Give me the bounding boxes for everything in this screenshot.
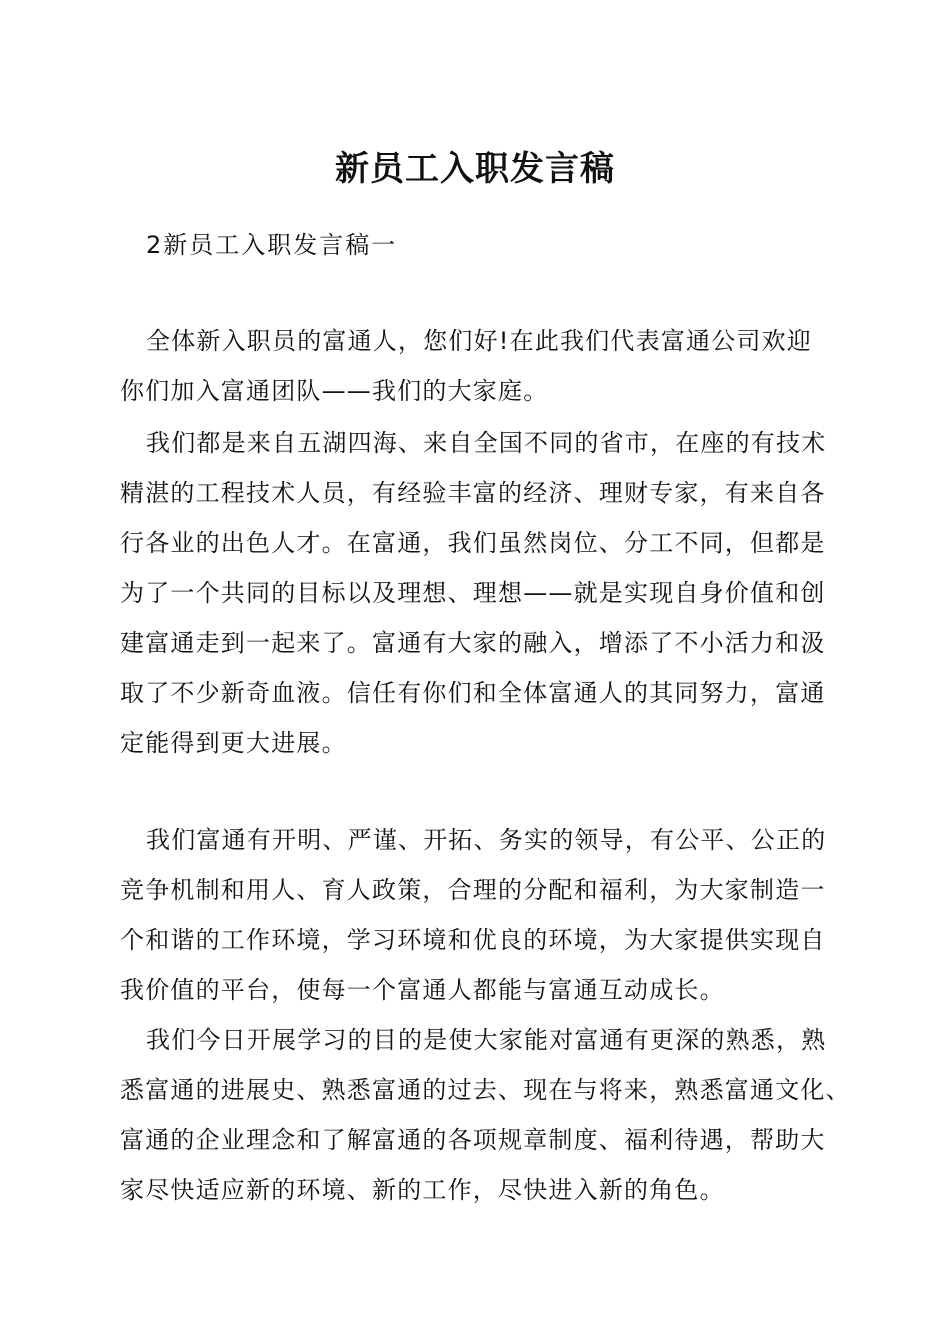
paragraph-line: 精湛的工程技术人员，有经验丰富的经济、理财专家，有来自各 (120, 479, 826, 507)
paragraph-line: 家尽快适应新的环境、新的工作，尽快进入新的角色。 (120, 1176, 725, 1204)
paragraph-line: 我价值的平台，使每一个富通人都能与富通互动成长。 (120, 976, 725, 1004)
paragraph-line: 个和谐的工作环境，学习环境和优良的环境，为大家提供实现自 (120, 926, 826, 954)
paragraph-line: 竞争机制和用人、育人政策，合理的分配和福利，为大家制造一 (120, 876, 826, 904)
paragraph-team (120, 418, 850, 768)
document-title: 新员工入职发言稿 (335, 149, 615, 189)
paragraph-line: 全体新入职员的富通人，您们好!在此我们代表富通公司欢迎 (146, 327, 813, 355)
document-subtitle: 2新员工入职发言稿一 (146, 231, 398, 259)
paragraph-line: 我们都是来自五湖四海、来自全国不同的省市，在座的有技术 (146, 429, 827, 457)
paragraph-line: 取了不少新奇血液。信任有你们和全体富通人的其同努力，富通 (120, 679, 826, 707)
paragraph-line: 定能得到更大进展。 (120, 729, 347, 757)
paragraph-training (120, 1015, 850, 1215)
paragraph-line: 我们今日开展学习的目的是使大家能对富通有更深的熟悉，熟 (146, 1026, 827, 1054)
paragraph-line: 建富通走到一起来了。富通有大家的融入，增添了不小活力和汲 (120, 629, 826, 657)
paragraph-line: 我们富通有开明、严谨、开拓、务实的领导，有公平、公正的 (146, 826, 827, 854)
paragraph-line: 你们加入富通团队——我们的大家庭。 (120, 377, 549, 405)
paragraph-welcome (120, 316, 850, 416)
paragraph-line: 行各业的出色人才。在富通，我们虽然岗位、分工不同，但都是 (120, 529, 826, 557)
paragraph-line: 悉富通的进展史、熟悉富通的过去、现在与将来，熟悉富通文化、 (120, 1076, 851, 1104)
paragraph-leadership (120, 815, 850, 1015)
paragraph-line: 为了一个共同的目标以及理想、理想——就是实现自身价值和创 (120, 579, 826, 607)
paragraph-line: 富通的企业理念和了解富通的各项规章制度、福利待遇，帮助大 (120, 1126, 826, 1154)
